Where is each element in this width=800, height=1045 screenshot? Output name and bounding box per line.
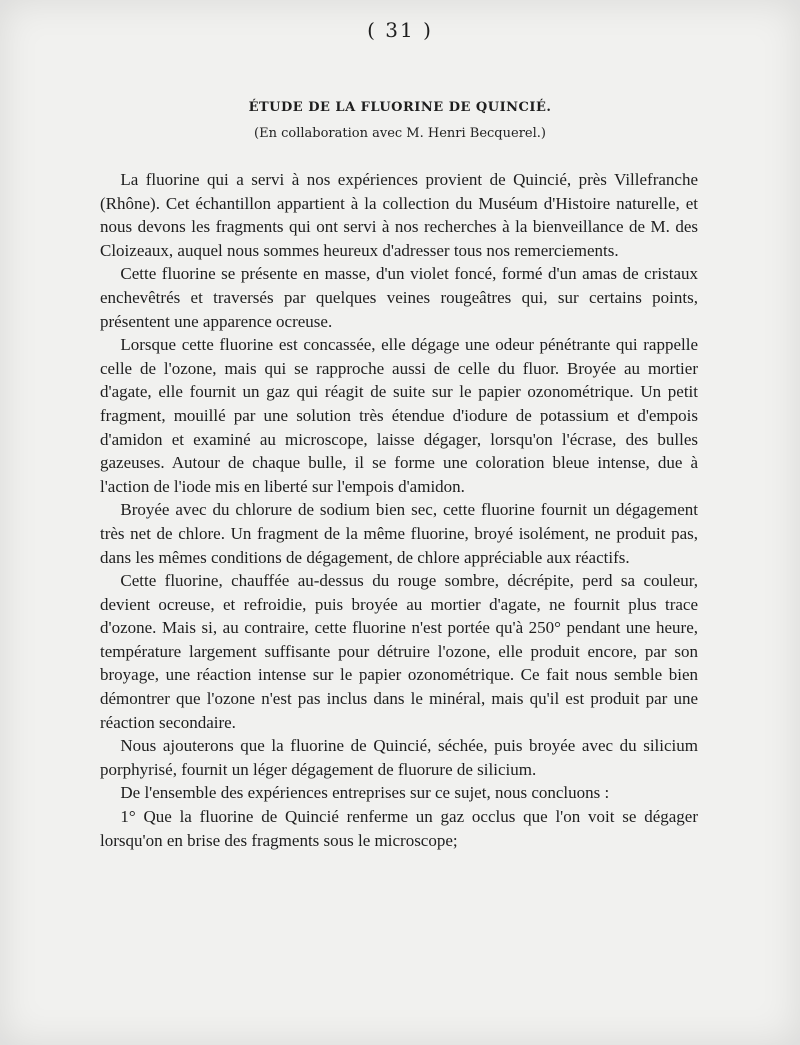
page-number: ( 31 ) <box>367 18 433 42</box>
paragraph: La fluorine qui a servi à nos expériences provient de Quincié, près Villefranche (Rhône). Cet échantillon appartient à la collection du Muséum d'Histoire naturelle, et nous devons les fragments qui ont servi à nos recherches à la bienveillance de M. des Cloizeaux, auquel nous sommes heureux d'adresser tous nos remerciements. <box>100 170 698 260</box>
paragraph: Cette fluorine, chauffée au-dessus du rouge sombre, décrépite, perd sa couleur, devient ocreuse, et refroidie, puis broyée au mortier d'agate, ne fournit plus trace d'ozone. Mais si, au contraire, cette fluorine n'est portée qu'à 250° pendant une heure, température largement suffisante pour détruire l'ozone, elle produit encore, par son broyage, une réaction intense sur le papier ozonométrique. Ce fait nous semble bien démontrer que l'ozone n'est pas inclus dans le minéral, mais qu'il est produit par une réaction secondaire. <box>100 571 698 732</box>
paragraph: Cette fluorine se présente en masse, d'un violet foncé, formé d'un amas de cristaux enchevêtrés et traversés par quelques veines rougeâtres qui, sur certains points, présentent une apparence ocreuse. <box>100 264 698 331</box>
paragraph: De l'ensemble des expériences entreprises sur ce sujet, nous concluons : <box>120 783 610 803</box>
paragraph: Lorsque cette fluorine est concassée, elle dégage une odeur pénétrante qui rappelle celle de l'ozone, mais qui se rapproche aussi de celle du fluor. Broyée au mortier d'agate, elle fournit un gaz qui réagit de suite sur le papier ozonométrique. Un petit fragment, mouillé par une solution très étendue d'iodure de potassium et d'empois d'amidon et examiné au microscope, laisse dégager, lorsqu'on l'écrase, des bulles gazeuses. Autour de chaque bulle, il se forme une coloration bleue intense, due à l'action de l'iode mis en liberté sur l'empois d'amidon. <box>100 335 698 496</box>
paragraph: Broyée avec du chlorure de sodium bien sec, cette fluorine fournit un dégagement très net de chlore. Un fragment de la même fluorine, broyé isolément, ne produit pas, dans les mêmes conditions de dégagement, de chlore appréciable aux réactifs. <box>100 500 698 567</box>
article-title: ÉTUDE DE LA FLUORINE DE QUINCIÉ. <box>248 100 552 115</box>
paragraph: 1° Que la fluorine de Quincié renferme un gaz occlus que l'on voit se dégager lorsqu'on en brise des fragments sous le microscope; <box>100 807 698 850</box>
article-body <box>100 168 698 852</box>
article-subtitle: (En collaboration avec M. Henri Becquerel.) <box>254 126 546 141</box>
paragraph: Nous ajouterons que la fluorine de Quincié, séchée, puis broyée avec du silicium porphyrisé, fournit un léger dégagement de fluorure de silicium. <box>100 736 698 779</box>
